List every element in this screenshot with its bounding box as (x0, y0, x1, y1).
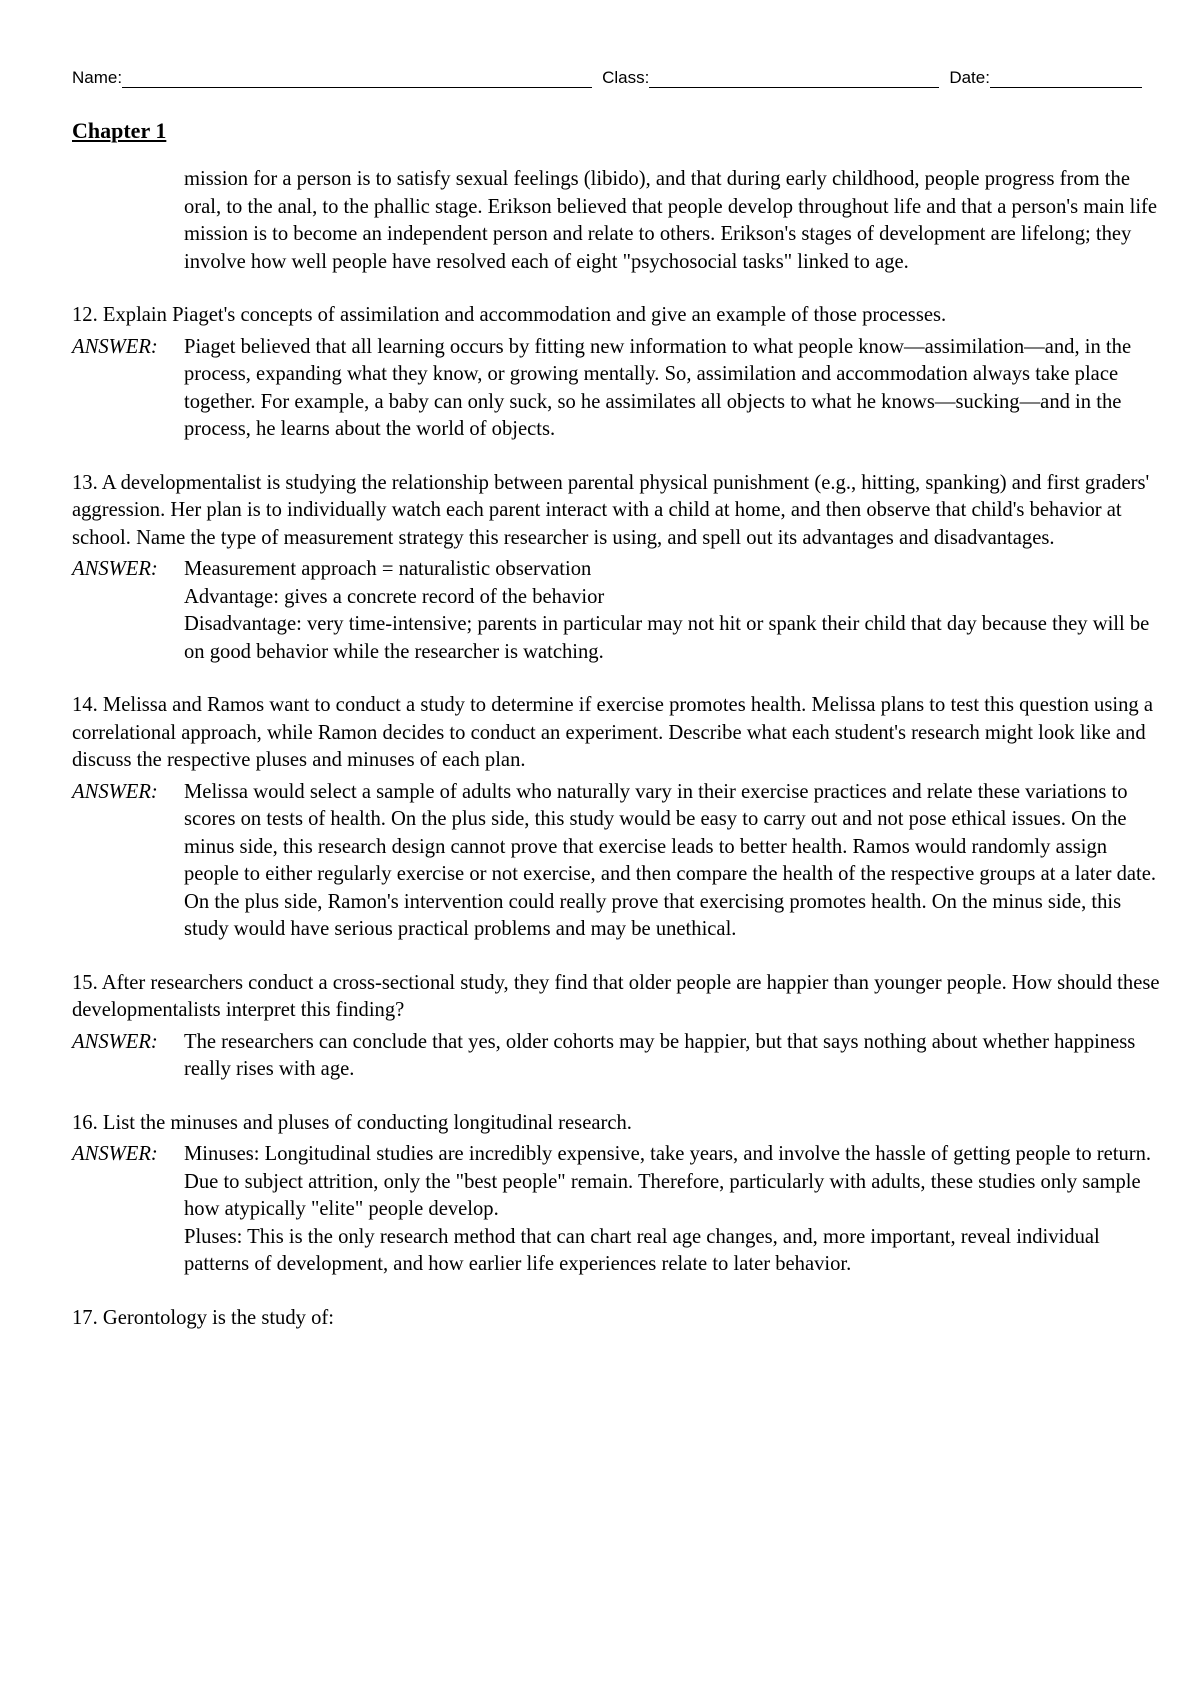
question-block-17 (72, 1305, 1164, 1333)
answer-body (184, 1029, 1164, 1084)
question-text: 12. Explain Piaget's concepts of assimilation and accommodation and give an example of those processes. (72, 304, 947, 326)
question-block-12 (72, 302, 1164, 444)
chapter-title: Chapter 1 (72, 118, 167, 143)
answer-label: ANSWER: (72, 1143, 158, 1165)
answer-paragraph: Disadvantage: very time-intensive; parents in particular may not hit or spank their child that day because they will be on good behavior while the researcher is watching. (184, 613, 1150, 663)
date-label: Date: (949, 68, 990, 87)
question-text: 14. Melissa and Ramos want to conduct a study to determine if exercise promotes health. Melissa plans to test this question using a correlational approach, while Ramon decides to conduct an experiment. Describe what each student's research might look like and discuss the respective pluses and minuses of each plan. (72, 694, 1153, 771)
answer-label: ANSWER: (72, 780, 158, 803)
answer-label: ANSWER: (72, 1030, 158, 1053)
answer-row (72, 556, 1164, 666)
name-label: Name: (72, 68, 123, 87)
question-block-15 (72, 970, 1164, 1084)
answer-body (184, 334, 1164, 444)
answer-paragraph: Measurement approach = naturalistic observation (184, 558, 592, 580)
answer-row (72, 1029, 1164, 1084)
answer-paragraph: The researchers can conclude that yes, older cohorts may be happier, but that says nothing about whether happiness really rises with age. (184, 1030, 1136, 1080)
question-text: 13. A developmentalist is studying the relationship between parental physical punishment (e.g., hitting, spanking) and first graders' aggression. Her plan is to individually watch each parent interact with a child at home, and then observe that child's behavior at school. Name the type of measurement strategy this researcher is using, and spell out its advantages and disadvantages. (72, 471, 1150, 549)
answer-body (184, 1141, 1164, 1279)
question-block-16 (72, 1110, 1164, 1279)
answer-row (72, 779, 1164, 944)
question-block-13 (72, 470, 1164, 667)
question-block-14 (72, 692, 1164, 944)
answer-paragraph: Advantage: gives a concrete record of the behavior (184, 585, 605, 608)
question-text: 17. Gerontology is the study of: (72, 1306, 334, 1329)
answer-row (72, 334, 1164, 444)
answer-paragraph: Minuses: Longitudinal studies are incredibly expensive, take years, and involve the hassle of getting people to return. Due to subject attrition, only the "best people" remain. Therefore, particularly with adults, these studies only sample how atypically "elite" people develop. (184, 1143, 1152, 1220)
answer-paragraph: Melissa would select a sample of adults who naturally vary in their exercise practices and relate these variations to scores on tests of health. On the plus side, this study would be easy to carry out and not pose ethical issues. On the minus side, this research design cannot prove that exercise leads to better health. Ramos would randomly assign people to either regularly exercise or not exercise, and then compare the health of the respective groups at a later date. On the plus side, Ramon's intervention could really prove that exercising promotes health. On the minus side, this study would have serious practical problems and may be unethical. (184, 780, 1157, 940)
questions-body (72, 166, 1164, 1358)
continued-answer-text: mission for a person is to satisfy sexual feelings (libido), and that during early childhood, people progress from the oral, to the anal, to the phallic stage. Erikson believed that people develop throughout life and that a person's main life mission is to become an independent person and relate to others. Erikson's stages of development are lifelong; they involve how well people have resolved each of eight "psychosocial tasks" linked to age. (184, 168, 1158, 273)
answer-paragraph: Pluses: This is the only research method that can chart real age changes, and, more important, reveal individual patterns of development, and how earlier life experiences relate to later behavior. (184, 1225, 1100, 1275)
question-text: 16. List the minuses and pluses of conducting longitudinal research. (72, 1111, 632, 1134)
answer-paragraph: Piaget believed that all learning occurs by fitting new information to what people know—assimilation—and, in the process, expanding what they know, or growing mentally. So, assimilation and accommodation always take place together. For example, a baby can only suck, so he assimilates all objects to what he knows—sucking—and in the process, he learns about the world of objects. (184, 335, 1132, 440)
answer-body (184, 556, 1164, 666)
date-blank-line (990, 68, 1142, 88)
answer-label: ANSWER: (72, 558, 158, 580)
answer-label: ANSWER: (72, 335, 158, 358)
class-label: Class: (602, 68, 650, 87)
class-blank-line (649, 68, 939, 88)
answer-body (184, 779, 1164, 944)
student-info-header (72, 68, 1164, 88)
question-text: 15. After researchers conduct a cross-sectional study, they find that older people are happier than younger people. How should these developmentalists interpret this finding? (72, 971, 1160, 1021)
name-blank-line (122, 68, 592, 88)
answer-row (72, 1141, 1164, 1279)
